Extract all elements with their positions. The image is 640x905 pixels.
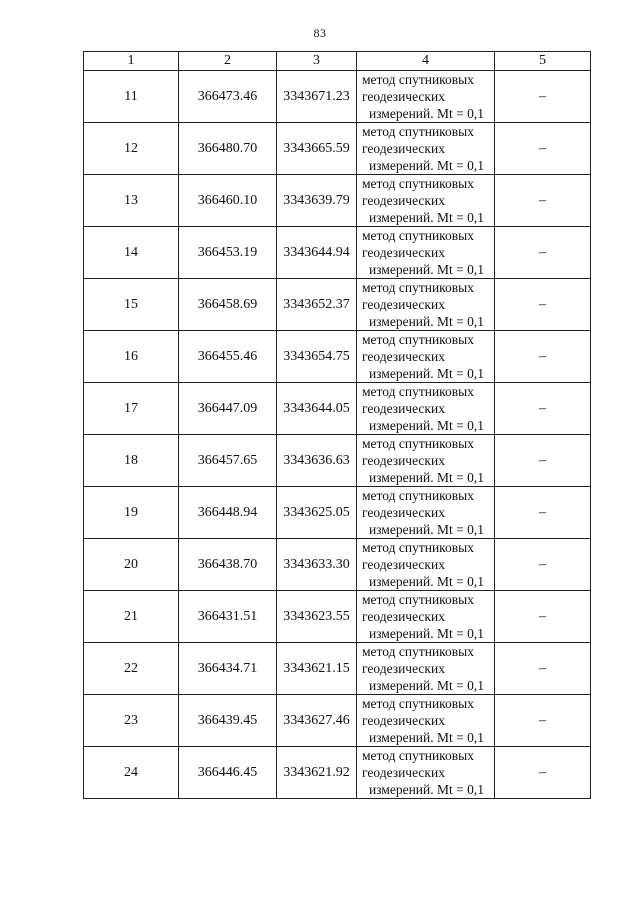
method-line: метод спутниковых <box>362 696 474 711</box>
method-line: геодезических <box>362 349 445 364</box>
column-header-3: 3 <box>277 52 357 71</box>
method-line: измерений. Mt = 0,1 <box>368 730 484 745</box>
x-coordinate-cell: 366431.51 <box>179 591 277 643</box>
method-line: измерений. Mt = 0,1 <box>368 626 484 641</box>
point-number-cell: 14 <box>84 227 179 279</box>
y-coordinate-cell: 3343671.23 <box>277 71 357 123</box>
note-cell: – <box>495 175 591 227</box>
x-coordinate-cell: 366447.09 <box>179 383 277 435</box>
column-header-5: 5 <box>495 52 591 71</box>
method-line: измерений. Mt = 0,1 <box>368 470 484 485</box>
method-cell <box>357 435 495 487</box>
method-cell <box>357 175 495 227</box>
note-cell: – <box>495 695 591 747</box>
header-row <box>84 52 591 71</box>
page-number: 83 <box>313 26 327 40</box>
table-row <box>84 487 591 539</box>
method-line: геодезических <box>362 245 445 260</box>
point-number-cell: 23 <box>84 695 179 747</box>
method-line: измерений. Mt = 0,1 <box>368 418 484 433</box>
y-coordinate-cell: 3343625.05 <box>277 487 357 539</box>
method-line: геодезических <box>362 765 445 780</box>
method-line: измерений. Mt = 0,1 <box>368 262 484 277</box>
table-row <box>84 227 591 279</box>
x-coordinate-cell: 366439.45 <box>179 695 277 747</box>
y-coordinate-cell: 3343623.55 <box>277 591 357 643</box>
table-row <box>84 435 591 487</box>
table-row <box>84 643 591 695</box>
table-row <box>84 123 591 175</box>
method-cell <box>357 539 495 591</box>
method-line: измерений. Mt = 0,1 <box>368 210 484 225</box>
method-line: метод спутниковых <box>362 488 474 503</box>
x-coordinate-cell: 366434.71 <box>179 643 277 695</box>
point-number-cell: 19 <box>84 487 179 539</box>
method-line: измерений. Mt = 0,1 <box>368 678 484 693</box>
method-line: метод спутниковых <box>362 72 474 87</box>
method-line: геодезических <box>362 89 445 104</box>
table-row <box>84 331 591 383</box>
table-row <box>84 695 591 747</box>
coordinates-table <box>83 51 591 799</box>
table-row <box>84 175 591 227</box>
method-cell <box>357 695 495 747</box>
method-line: геодезических <box>362 401 445 416</box>
table-header <box>84 52 591 71</box>
note-cell: – <box>495 591 591 643</box>
method-line: геодезических <box>362 453 445 468</box>
x-coordinate-cell: 366480.70 <box>179 123 277 175</box>
table-row <box>84 383 591 435</box>
method-cell <box>357 331 495 383</box>
table-row <box>84 539 591 591</box>
table-row <box>84 71 591 123</box>
method-line: метод спутниковых <box>362 436 474 451</box>
point-number-cell: 24 <box>84 747 179 799</box>
note-cell: – <box>495 123 591 175</box>
column-header-2: 2 <box>179 52 277 71</box>
method-line: измерений. Mt = 0,1 <box>368 314 484 329</box>
x-coordinate-cell: 366460.10 <box>179 175 277 227</box>
x-coordinate-cell: 366457.65 <box>179 435 277 487</box>
y-coordinate-cell: 3343636.63 <box>277 435 357 487</box>
table-body <box>84 71 591 799</box>
method-cell <box>357 383 495 435</box>
x-coordinate-cell: 366455.46 <box>179 331 277 383</box>
method-cell <box>357 591 495 643</box>
point-number-cell: 16 <box>84 331 179 383</box>
note-cell: – <box>495 435 591 487</box>
method-cell <box>357 747 495 799</box>
note-cell: – <box>495 539 591 591</box>
note-cell: – <box>495 279 591 331</box>
method-line: метод спутниковых <box>362 332 474 347</box>
note-cell: – <box>495 227 591 279</box>
y-coordinate-cell: 3343652.37 <box>277 279 357 331</box>
x-coordinate-cell: 366438.70 <box>179 539 277 591</box>
y-coordinate-cell: 3343621.15 <box>277 643 357 695</box>
method-cell <box>357 279 495 331</box>
point-number-cell: 15 <box>84 279 179 331</box>
point-number-cell: 12 <box>84 123 179 175</box>
method-line: метод спутниковых <box>362 124 474 139</box>
method-cell <box>357 643 495 695</box>
column-header-4: 4 <box>357 52 495 71</box>
method-line: геодезических <box>362 505 445 520</box>
point-number-cell: 11 <box>84 71 179 123</box>
method-line: метод спутниковых <box>362 644 474 659</box>
method-line: метод спутниковых <box>362 176 474 191</box>
x-coordinate-cell: 366458.69 <box>179 279 277 331</box>
point-number-cell: 13 <box>84 175 179 227</box>
method-line: геодезических <box>362 609 445 624</box>
method-line: измерений. Mt = 0,1 <box>368 158 484 173</box>
y-coordinate-cell: 3343621.92 <box>277 747 357 799</box>
method-line: геодезических <box>362 713 445 728</box>
method-line: геодезических <box>362 141 445 156</box>
method-line: измерений. Mt = 0,1 <box>368 366 484 381</box>
method-cell <box>357 227 495 279</box>
note-cell: – <box>495 643 591 695</box>
x-coordinate-cell: 366446.45 <box>179 747 277 799</box>
point-number-cell: 20 <box>84 539 179 591</box>
y-coordinate-cell: 3343665.59 <box>277 123 357 175</box>
column-header-1: 1 <box>84 52 179 71</box>
method-line: геодезических <box>362 557 445 572</box>
note-cell: – <box>495 71 591 123</box>
method-line: геодезических <box>362 193 445 208</box>
method-cell <box>357 123 495 175</box>
method-line: измерений. Mt = 0,1 <box>368 106 484 121</box>
table-row <box>84 279 591 331</box>
point-number-cell: 21 <box>84 591 179 643</box>
y-coordinate-cell: 3343627.46 <box>277 695 357 747</box>
table-row <box>84 747 591 799</box>
y-coordinate-cell: 3343644.05 <box>277 383 357 435</box>
y-coordinate-cell: 3343654.75 <box>277 331 357 383</box>
note-cell: – <box>495 487 591 539</box>
method-line: метод спутниковых <box>362 384 474 399</box>
y-coordinate-cell: 3343633.30 <box>277 539 357 591</box>
x-coordinate-cell: 366448.94 <box>179 487 277 539</box>
method-cell <box>357 71 495 123</box>
method-line: метод спутниковых <box>362 280 474 295</box>
method-line: метод спутниковых <box>362 592 474 607</box>
table-row <box>84 591 591 643</box>
point-number-cell: 22 <box>84 643 179 695</box>
method-line: геодезических <box>362 661 445 676</box>
method-line: метод спутниковых <box>362 228 474 243</box>
note-cell: – <box>495 383 591 435</box>
method-line: измерений. Mt = 0,1 <box>368 574 484 589</box>
method-line: измерений. Mt = 0,1 <box>368 782 484 797</box>
note-cell: – <box>495 331 591 383</box>
x-coordinate-cell: 366473.46 <box>179 71 277 123</box>
method-line: измерений. Mt = 0,1 <box>368 522 484 537</box>
method-line: метод спутниковых <box>362 540 474 555</box>
method-cell <box>357 487 495 539</box>
point-number-cell: 18 <box>84 435 179 487</box>
note-cell: – <box>495 747 591 799</box>
y-coordinate-cell: 3343639.79 <box>277 175 357 227</box>
method-line: метод спутниковых <box>362 748 474 763</box>
y-coordinate-cell: 3343644.94 <box>277 227 357 279</box>
point-number-cell: 17 <box>84 383 179 435</box>
method-line: геодезических <box>362 297 445 312</box>
x-coordinate-cell: 366453.19 <box>179 227 277 279</box>
